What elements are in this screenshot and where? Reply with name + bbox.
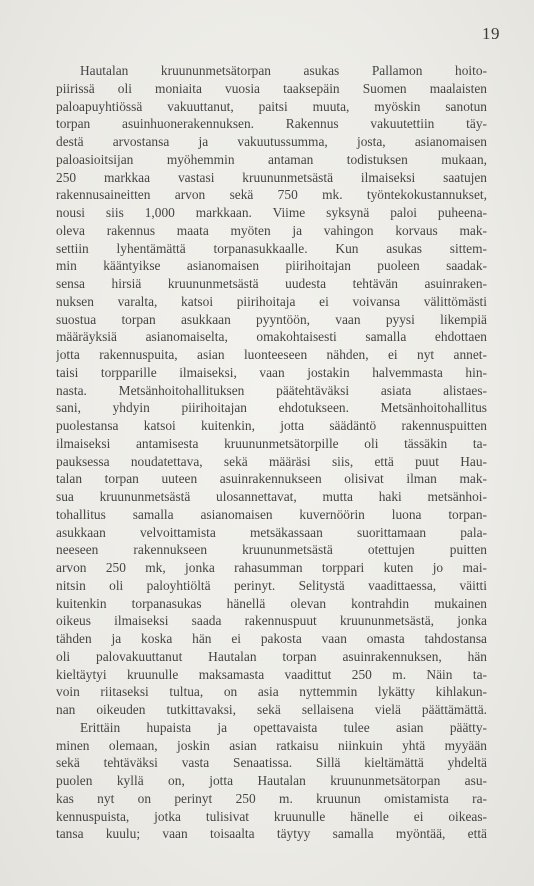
text-line: sua kruununmetsästä ulosannettavat, mutta haki metsänhoi- [56,489,487,504]
text-line: kuitenkin torpanasukas hänellä olevan kontrahdin mukainen [56,595,487,611]
text-line: oleva rakennus maata myöten ja vahingon korvaus mak- [56,222,487,238]
text-line: tohallitus samalla asianomaisen kuvernöörin luona torpan- [56,506,487,522]
text-line: talan torpan uuteen asuinrakennukseen olisivat ilman mak- [56,471,487,487]
text-line: tähden ja koska hän ei pakosta vaan omasta tahdostansa [56,631,487,646]
text-line: nan oikeuden tutkittavaksi, sekä sellaisena vielä päättämättä. [56,702,487,717]
text-line: puolen kyllä on, jotta Hautalan kruununmetsätorpan asu- [56,773,487,788]
text-line: kieltäytyi kruunulle maksamasta vaadittut 250 m. Näin ta- [56,666,487,682]
text-line: jotta rakennuspuita, asian luonteeseen nähden, ei nyt annet- [56,347,487,362]
text-line: pauksessa noudatettava, sekä määräsi siis, että puut Hau- [56,453,487,469]
text-line: nousi siis 1,000 markkaan. Viime syksynä paloi puheena- [56,205,487,220]
text-line: nuksen varalta, katsoi piirihoitaja ei voivansa välittömästi [56,293,487,309]
text-line: määräyksiä asianomaiselta, omakohtaisesti samalla ehdottaen [56,329,487,345]
text-line: sekä tehtäväksi vasta Senaatissa. Sillä kieltämättä yhdeltä [56,755,487,771]
text-line: tansa kuulu; vaan toisaalta täytyy samalla myöntää, että [56,826,487,842]
text-line: puolestansa katsoi kuitenkin, jotta säädäntö rakennuspuitten [56,418,487,433]
text-line: oikeus ilmaiseksi saada rakennuspuut kruununmetsästä, jonka [56,613,487,629]
text-line: paloasioitsijan myöhemmin antaman todistuksen mukaan, [56,151,487,167]
text-line: oli palovakuuttanut Hautalan torpan asuinrakennuksen, hän [56,648,487,664]
text-line: Erittäin hupaista ja opettavaista tulee asian päätty- [80,719,487,735]
text-line: sani, yhdyin piirihoitajan ehdotukseen. Metsänhoitohallitus [56,400,487,416]
text-line: paloapuyhtiössä vakuuttanut, paitsi muuta, myöskin sanotun [56,98,487,114]
text-line: suostua torpan asukkaan pyyntöön, vaan pyysi likempiä [56,311,487,327]
text-line: neeseen rakennukseen kruununmetsästä otettujen puitten [56,542,487,558]
text-line: arvon 250 mk, jonka rahasumman torppari kuten jo mai- [56,560,487,575]
text-line: Hautalan kruununmetsätorpan asukas Pallamon hoito- [80,63,487,78]
text-line: min kääntyikse asianomaisen piirihoitajan puoleen saadak- [56,258,487,274]
text-line: ilmaiseksi antamisesta kruununmetsätorpille oli tässäkin ta- [56,435,487,451]
text-line: rakennusaineitten arvon sekä 750 mk. työntekokustannukset, [56,187,487,203]
text-line: torpan asuinhuonerakennuksen. Rakennus vakuutettiin täy- [56,116,487,132]
text-line: minen olemaan, joskin asian ratkaisu niinkuin yhtä myyään [56,737,487,753]
text-line: 250 markkaa vastasi kruununmetsästä ilmaiseksi saatujen [56,169,487,185]
text-line: nitsin oli paloyhtiöltä perinyt. Selitystä vaadittaessa, väitti [56,577,487,593]
text-line: nasta. Metsänhoitohallituksen päätehtäväksi asiata alistaes- [56,382,487,398]
text-line: kas nyt on perinyt 250 m. kruunun omistamista ra- [56,790,487,806]
text-line: taisi torpparille ilmaiseksi, vaan jostakin halvemmasta hin- [56,364,487,380]
text-line: sensa hirsiä kruununmetsästä uudesta tehtävän asuinraken- [56,276,487,291]
text-line: destä arvostansa ja vakuutussumma, josta, asianomaisen [56,134,487,149]
text-line: asukkaan velvoittamista metsäkassaan suorittamaan pala- [56,524,487,540]
page-number: 19 [482,24,500,43]
text-line: piirissä oli moniaita vuosia taaksepäin Suomen maalaisten [56,80,487,96]
text-line: settiin lyhentämättä torpanasukkaalle. Kun asukas sittem- [56,240,487,256]
text-line: voin riitaseksi tultua, on asia nyttemmin lykätty kihlakun- [56,684,487,700]
body-paragraph [56,62,487,843]
text-line: kennuspuista, jotka tulisivat kruunulle hänelle ei oikeas- [56,808,487,824]
